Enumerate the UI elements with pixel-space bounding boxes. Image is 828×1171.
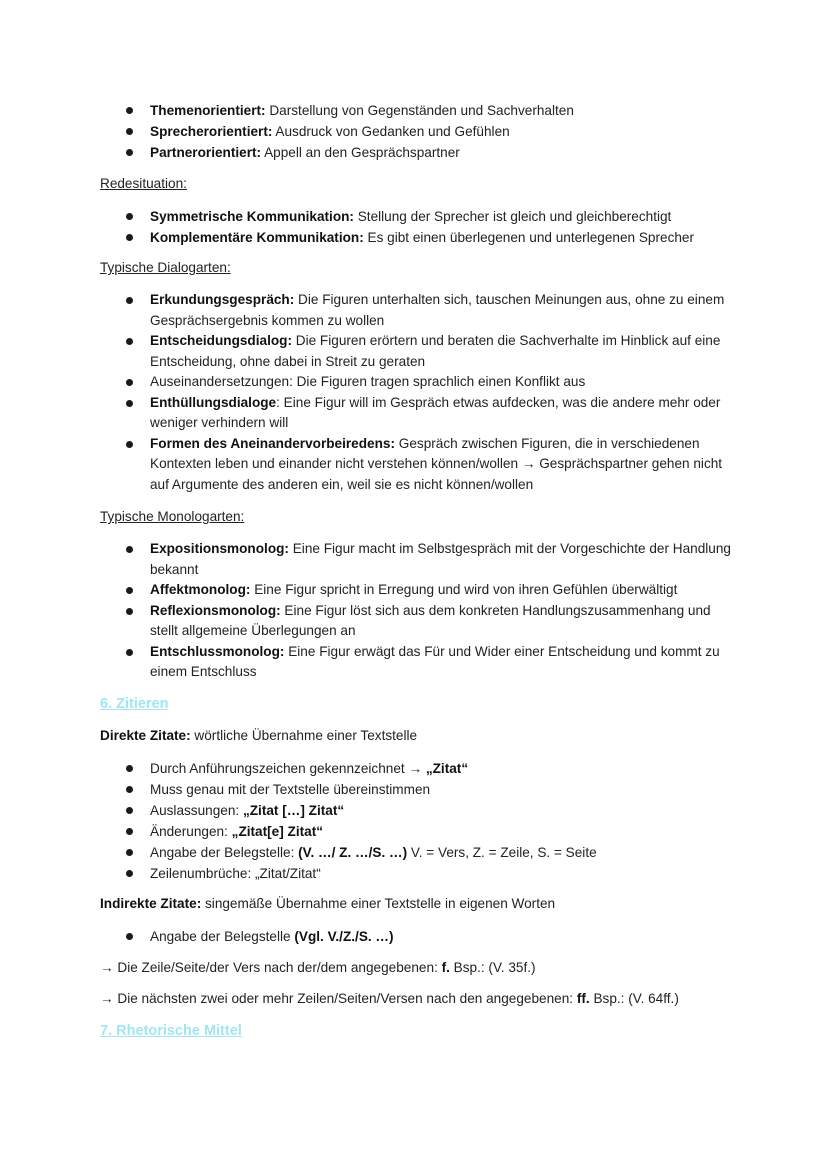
bullet-icon bbox=[126, 587, 133, 594]
item-bold: (Vgl. V./Z./S. …) bbox=[294, 929, 394, 944]
bullet-icon bbox=[126, 933, 133, 940]
list-item bbox=[0, 863, 740, 884]
list-item bbox=[0, 821, 740, 842]
item-bold: „Zitat […] Zitat“ bbox=[242, 803, 345, 818]
definition: Gespräch zwischen Figuren, die in verschiedenen Kontexten leben und einander nicht verstehen können/wollen → Gesprächspartner gehen nicht auf Argumente des anderen ein, weil sie es nicht können/wollen bbox=[150, 435, 723, 492]
bullet-icon bbox=[126, 546, 133, 553]
list-item bbox=[0, 539, 740, 580]
list-item bbox=[0, 372, 740, 393]
heading-zitieren: 6. Zitieren bbox=[100, 696, 169, 712]
definition: Eine Figur löst sich aus dem konkreten Handlungszusammenhang und stellt allgemeine Überlegungen an bbox=[150, 602, 711, 638]
term: Affektmonolog: bbox=[150, 582, 251, 597]
section-label-dialogarten: Typische Dialogarten: bbox=[100, 260, 231, 275]
bullet-icon bbox=[126, 338, 133, 345]
bullet-icon bbox=[126, 234, 133, 241]
item-text: Angabe der Belegstelle bbox=[150, 929, 295, 944]
definition: : Eine Figur will im Gespräch etwas aufdecken, was die andere mehr oder weniger verhindern will bbox=[150, 394, 721, 430]
list-item bbox=[0, 290, 740, 331]
definition: Appell an den Gesprächspartner bbox=[261, 145, 460, 160]
term: Enthüllungsdialoge bbox=[150, 394, 277, 410]
definition: Eine Figur macht im Selbstgespräch mit der Vorgeschichte der Handlung bekannt bbox=[150, 541, 731, 577]
definition: wörtliche Übernahme einer Textstelle bbox=[190, 728, 418, 743]
bullet-icon bbox=[126, 128, 133, 135]
list-item bbox=[0, 601, 740, 642]
term: Sprecherorientiert: bbox=[150, 124, 273, 139]
term: Reflexionsmonolog: bbox=[150, 602, 281, 618]
note-text: → Die Zeile/Seite/der Vers nach der/dem angegebenen: bbox=[100, 960, 442, 975]
monolog-list bbox=[0, 539, 828, 683]
section-label-redesituation: Redesituation: bbox=[100, 176, 187, 191]
section-label-monologarten: Typische Monologarten: bbox=[100, 509, 245, 524]
bullet-icon bbox=[126, 828, 133, 835]
item-bold: „Zitat“ bbox=[425, 761, 469, 776]
definition: Eine Figur erwägt das Für und Wider einer Entscheidung und kommt zu einem Entschluss bbox=[150, 643, 720, 679]
term: Entscheidungsdialog: bbox=[150, 333, 292, 348]
term: Formen des Aneinandervorbeiredens: bbox=[150, 435, 395, 451]
bullet-icon bbox=[126, 608, 133, 615]
bullet-icon bbox=[126, 379, 133, 386]
bullet-icon bbox=[126, 149, 133, 156]
definition: Auseinandersetzungen: Die Figuren tragen sprachlich einen Konflikt aus bbox=[150, 374, 586, 389]
bullet-icon bbox=[126, 786, 133, 793]
list-item bbox=[0, 434, 740, 496]
list-item bbox=[0, 100, 740, 121]
list-item bbox=[0, 642, 740, 683]
term: Erkundungsgespräch: bbox=[150, 292, 295, 307]
list-item bbox=[0, 331, 740, 372]
bullet-icon bbox=[126, 441, 133, 448]
term: Indirekte Zitate: bbox=[100, 896, 202, 911]
list-item bbox=[0, 227, 740, 248]
bullet-icon bbox=[126, 297, 133, 304]
bullet-icon bbox=[126, 649, 133, 656]
item-bold: „Zitat[e] Zitat“ bbox=[231, 824, 324, 839]
note-example: Bsp.: (V. 64ff.) bbox=[589, 991, 679, 1006]
note-text: → Die nächsten zwei oder mehr Zeilen/Seiten/Versen nach den angegebenen: bbox=[100, 991, 577, 1006]
definition: Die Figuren unterhalten sich, tauschen Meinungen aus, ohne zu einem Gesprächsergebnis kommen zu wollen bbox=[150, 292, 725, 328]
redesituation-list bbox=[0, 206, 828, 248]
item-text-post: V. = Vers, Z. = Zeile, S. = Seite bbox=[407, 845, 597, 860]
item-text: Auslassungen: bbox=[150, 803, 243, 818]
bullet-icon bbox=[126, 870, 133, 877]
term: Partnerorientiert: bbox=[150, 145, 262, 160]
heading-rhetorische-mittel: 7. Rhetorische Mittel bbox=[100, 1023, 242, 1039]
list-item bbox=[0, 800, 740, 821]
item-text: Änderungen: bbox=[150, 824, 232, 839]
orientation-list bbox=[0, 100, 828, 163]
definition: Die Figuren erörtern und beraten die Sachverhalte im Hinblick auf eine Entscheidung, ohne dabei in Streit zu geraten bbox=[150, 333, 721, 369]
definition: Stellung der Sprecher ist gleich und gleichberechtigt bbox=[353, 209, 672, 224]
dialog-list bbox=[0, 290, 828, 495]
definition: Darstellung von Gegenständen und Sachverhalten bbox=[265, 103, 574, 118]
note-ff bbox=[100, 989, 679, 1009]
list-item bbox=[0, 926, 740, 947]
item-text: Muss genau mit der Textstelle übereinstimmen bbox=[150, 782, 431, 797]
bullet-icon bbox=[126, 400, 133, 407]
indirekte-zitate-line bbox=[100, 894, 555, 914]
note-bold: f. bbox=[441, 960, 450, 975]
bullet-icon bbox=[126, 849, 133, 856]
item-text: Angabe der Belegstelle: bbox=[150, 845, 299, 860]
bullet-icon bbox=[126, 107, 133, 114]
direkte-zitate-list bbox=[0, 758, 828, 884]
list-item bbox=[0, 206, 740, 227]
item-text: Durch Anführungszeichen gekennzeichnet → bbox=[150, 761, 426, 776]
bullet-icon bbox=[126, 765, 133, 772]
definition: Eine Figur spricht in Erregung und wird von ihren Gefühlen überwältigt bbox=[250, 582, 678, 597]
definition: Es gibt einen überlegenen und unterlegenen Sprecher bbox=[363, 230, 695, 245]
item-text: Zeilenumbrüche: „Zitat/Zitat“ bbox=[150, 866, 321, 881]
direkte-zitate-line bbox=[100, 726, 417, 746]
list-item bbox=[0, 758, 740, 779]
note-example: Bsp.: (V. 35f.) bbox=[449, 960, 536, 975]
list-item bbox=[0, 842, 740, 863]
item-bold: (V. …/ Z. …/S. …) bbox=[298, 845, 408, 860]
definition: Ausdruck von Gedanken und Gefühlen bbox=[272, 124, 510, 139]
list-item bbox=[0, 779, 740, 800]
term: Expositionsmonolog: bbox=[150, 541, 289, 556]
note-bold: ff. bbox=[576, 991, 590, 1006]
bullet-icon bbox=[126, 213, 133, 220]
term: Symmetrische Kommunikation: bbox=[150, 209, 354, 224]
term: Direkte Zitate: bbox=[100, 728, 191, 743]
term: Entschlussmonolog: bbox=[150, 643, 285, 659]
bullet-icon bbox=[126, 807, 133, 814]
list-item bbox=[0, 142, 740, 163]
note-f bbox=[100, 958, 536, 978]
term: Komplementäre Kommunikation: bbox=[150, 230, 364, 245]
term: Themenorientiert: bbox=[150, 103, 266, 118]
list-item bbox=[0, 580, 740, 601]
indirekte-zitate-list bbox=[0, 926, 828, 947]
list-item bbox=[0, 121, 740, 142]
definition: singemäße Übernahme einer Textstelle in eigenen Worten bbox=[201, 896, 556, 911]
list-item bbox=[0, 393, 740, 434]
